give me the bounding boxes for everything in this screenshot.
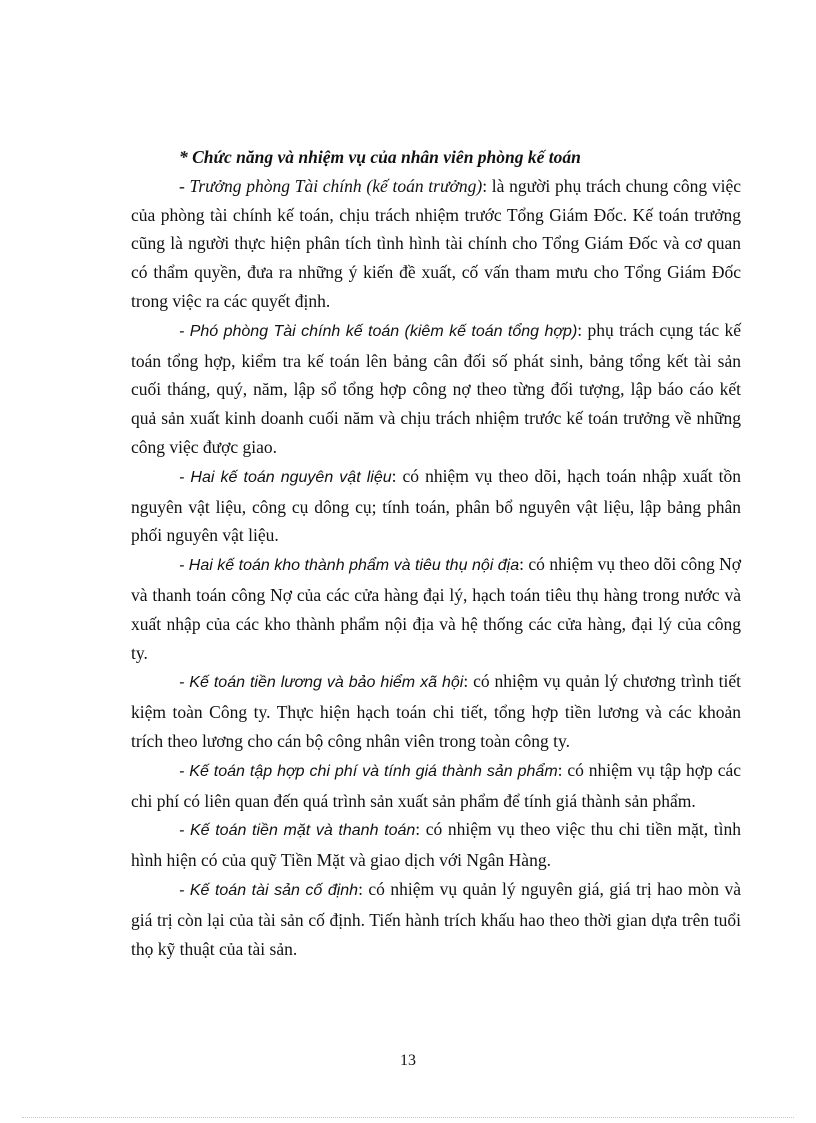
paragraph-lead: - Trưởng phòng Tài chính (kế toán trưởng) — [179, 175, 483, 196]
paragraph-cost-accountant — [131, 756, 741, 816]
section-heading: * Chức năng và nhiệm vụ của nhân viên phòng kế toán — [179, 147, 581, 167]
paragraph-chief-accountant — [131, 172, 741, 316]
page-body — [131, 143, 741, 963]
paragraph-lead: - Kế toán tài sản cố định — [179, 881, 359, 899]
paragraph-fixed-assets-accountant — [131, 875, 741, 963]
paragraph-body: : có nhiệm vụ tập hợp các chi phí có liên quan đến quá trình sản xuất sản phẩm để tính giá thành sản phẩm. — [131, 759, 741, 811]
paragraph-payroll-accountant — [131, 667, 741, 755]
paragraph-lead: - Kế toán tiền mặt và thanh toán — [179, 822, 416, 840]
paragraph-warehouse-accountant — [131, 550, 741, 667]
paragraph-lead: - Phó phòng Tài chính kế toán (kiêm kế toán tổng hợp) — [179, 322, 578, 340]
paragraph-body: : phụ trách cụng tác kế toán tổng hợp, kiểm tra kế toán lên bảng cân đối số phát sinh, bảng tổng kết tài sản cuối tháng, quý, năm, lập sổ tổng hợp công nợ theo từng đối tượng, lập báo cáo kết quả sản xuất kinh doanh cuối năm và chịu trách nhiệm trước kế toán trưởng về những công việc được giao. — [131, 319, 741, 457]
paragraph-lead: - Hai kế toán nguyên vật liệu — [179, 468, 392, 486]
page-number: 13 — [400, 1052, 416, 1069]
paragraph-body: : có nhiệm vụ theo việc thu chi tiền mặt, tình hình hiện có của quỹ Tiền Mặt và giao dịch với Ngân Hàng. — [131, 819, 741, 871]
paragraph-cash-accountant — [131, 815, 741, 875]
paragraph-body: : có nhiệm vụ theo dõi công Nợ và thanh toán công Nợ của các cửa hàng đại lý, hạch toán tiêu thụ hàng trong nước và xuất nhập của các kho thành phẩm nội địa và hệ thống các cửa hàng, đại lý của công ty. — [131, 554, 741, 663]
paragraph-body: : có nhiệm vụ quản lý nguyên giá, giá trị hao mòn và giá trị còn lại của tài sản cố định. Tiến hành trích khấu hao theo thời gian dựa trên tuổi thọ kỹ thuật của tài sản. — [131, 878, 741, 959]
paragraph-materials-accountant — [131, 462, 741, 550]
paragraph-body: : có nhiệm vụ theo dõi, hạch toán nhập xuất tồn nguyên vật liệu, công cụ dông cụ; tính toán, phân bổ nguyên vật liệu, lập bảng phân phối nguyên vật liệu. — [131, 465, 741, 546]
paragraph-lead: - Kế toán tập hợp chi phí và tính giá thành sản phẩm — [179, 762, 558, 780]
paragraph-lead: - Kế toán tiền lương và bảo hiểm xã hội — [179, 674, 464, 692]
paragraph-deputy-chief — [131, 316, 741, 462]
paragraph-lead: - Hai kế toán kho thành phẩm và tiêu thụ nội địa — [179, 557, 520, 575]
paragraph-body: : có nhiệm vụ quản lý chương trình tiết kiệm toàn Công ty. Thực hiện hạch toán chi tiết, tổng hợp tiền lương và các khoản trích theo lương cho cán bộ công nhân viên trong toàn công ty. — [131, 671, 741, 751]
paragraph-body: : là người phụ trách chung công việc của phòng tài chính kế toán, chịu trách nhiệm trước Tổng Giám Đốc. Kế toán trưởng cũng là người thực hiện phân tích tình hình tài chính cho Tổng Giám Đốc và cơ quan có thẩm quyền, đưa ra những ý kiến đề xuất, cố vấn tham mưu cho Tổng Giám Đốc trong việc ra các quyết định. — [131, 175, 741, 311]
footer-divider — [22, 1117, 794, 1118]
